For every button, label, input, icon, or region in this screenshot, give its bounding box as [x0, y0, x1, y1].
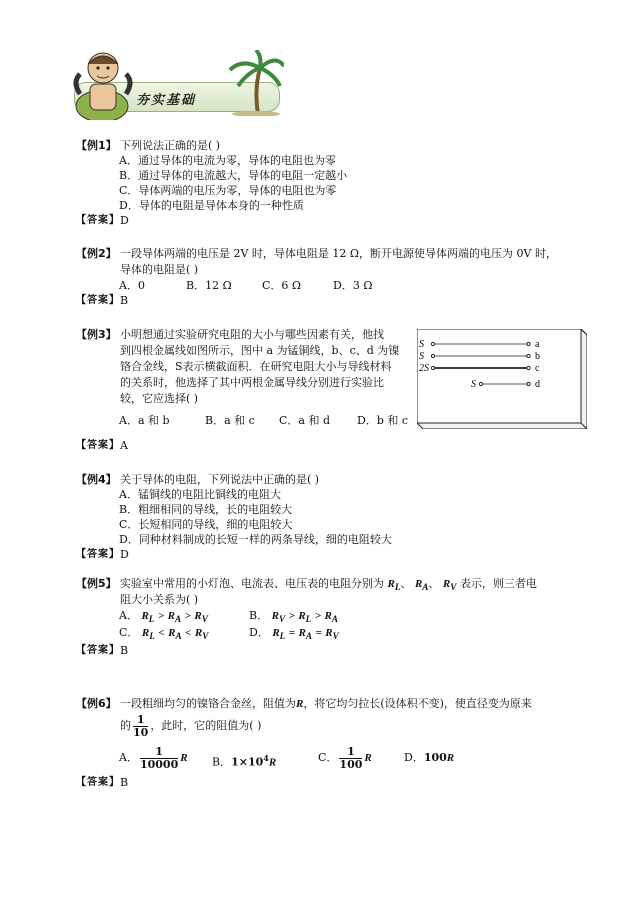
ex5-rel: > [157, 610, 165, 622]
ex6-fraction [133, 714, 148, 739]
ex3-line3: 铬合金线，S表示横截面积．在研究电阻大小与导线材料 [120, 360, 392, 373]
ex5-sym-r: R [324, 610, 332, 622]
ex5-line1 [120, 577, 537, 594]
ex3-tag: 【例3】 [76, 328, 117, 341]
ex5-sym-r: R [141, 627, 150, 639]
ex5-line1-end: 表示，则三者电 [459, 577, 537, 590]
ex1-option-b: B．通过导体的电流越大，导体的电阻一定越小 [119, 169, 348, 182]
ex6-option-b-label: B． [212, 755, 232, 769]
ex5-sym-r: R [167, 610, 176, 622]
ex5-rel: = [288, 627, 296, 639]
ex5-sym-r: R [194, 610, 202, 622]
ex5-sub-a: A [175, 614, 182, 625]
ex6-r-symbol: R [364, 752, 372, 764]
ex5-option-d-label: D． [249, 626, 269, 639]
ex6-answer: B [120, 776, 129, 789]
ex2-line1: 一段导体两端的电压是 2V 时，导体电阻是 12 Ω，断开电源使导体两端的电压为 0V 时， [120, 247, 557, 260]
ex3-option-b: B．a 和 c [205, 414, 255, 427]
ex6-fraction-num: 1 [133, 714, 148, 727]
ex5-sym-r: R [325, 627, 333, 639]
ex6-option-a [119, 745, 188, 771]
ex5-option-b [249, 609, 338, 626]
ex1-question: 下列说法正确的是( ) [120, 139, 221, 152]
ex5-sep: 、 [428, 577, 440, 590]
ex6-option-d [404, 745, 454, 771]
ex3-option-a: A．a 和 b [119, 414, 170, 427]
ex5-rel: < [185, 627, 192, 639]
ex5-option-c [119, 626, 208, 643]
ex3-line1: 小明想通过实验研究电阻的大小与哪些因素有关，他找 [120, 328, 384, 341]
mascot-illustration [68, 46, 138, 120]
ex6-option-b [212, 745, 276, 776]
ex6-answer-tag: 【答案】 [76, 777, 120, 788]
ex6-option-c-den: 100 [339, 757, 363, 771]
ex5-line2: 阻大小关系为( ) [120, 593, 199, 606]
ex5-sym-r: R [271, 610, 279, 622]
ex6-option-b-base: 1×10 [231, 755, 264, 769]
ex5-option-b-label: B． [249, 609, 269, 622]
ex3-line2: 到四根金属线如图所示，图中 a 为锰铜线，b、c、d 为镍 [120, 344, 400, 357]
ex6-line1 [120, 697, 532, 711]
ex5-sym-r: R [168, 627, 176, 639]
ex5-answer-tag: 【答案】 [76, 645, 120, 656]
ex5-sym-r: R [272, 627, 280, 639]
ex6-option-a-label: A． [119, 751, 138, 764]
ex5-sub-l: L [149, 631, 155, 642]
ex4-option-d: D．同种材料制成的长短一样的两条导线，细的电阻较大 [119, 533, 392, 546]
ex1-tag: 【例1】 [76, 139, 117, 152]
ex4-question: 关于导体的电阻，下列说法中正确的是( ) [120, 473, 320, 486]
ex5-sub-l: L [394, 582, 401, 593]
board-front [417, 329, 581, 423]
ex5-sub-v: V [332, 631, 339, 642]
ex5-sub-v: V [278, 614, 286, 625]
ex4-option-b: B．粗细相同的导线，长的电阻较大 [119, 503, 293, 516]
ex6-option-c-num: 1 [339, 746, 362, 759]
wire-c-area-label: 2S [419, 363, 429, 374]
ex6-option-c-label: C． [318, 751, 338, 764]
ex3-answer: A [120, 439, 128, 452]
ex2-option-a: A．0 [119, 279, 145, 292]
ex6-option-c [318, 745, 372, 771]
ex5-option-d [249, 626, 339, 643]
ex6-option-d-value: 100 [423, 751, 447, 764]
wire-a-area-label: S [419, 339, 424, 350]
ex5-rel: > [184, 610, 191, 622]
ex5-sub-a: A [175, 631, 182, 642]
wire-a-label: a [535, 339, 540, 350]
ex5-rel: < [158, 627, 165, 639]
ex5-sym-r: R [194, 627, 203, 639]
ex6-r-symbol: R [296, 698, 304, 710]
ex6-line2 [120, 713, 261, 739]
ex2-option-c: C．6 Ω [262, 279, 302, 292]
ex1-option-a: A．通过导体的电流为零，导体的电阻也为零 [119, 154, 336, 167]
ex1-option-d: D．导体的电阻是导体本身的一种性质 [119, 199, 304, 212]
ex6-fraction-den: 10 [133, 725, 149, 739]
ex5-sub-a: A [305, 631, 312, 642]
ex4-answer-tag: 【答案】 [76, 549, 120, 560]
ex2-answer-tag: 【答案】 [76, 295, 120, 306]
wire-d-area-label: S [471, 379, 476, 390]
ex1-option-c: C．导体两端的电压为零，导体的电阻也为零 [119, 184, 337, 197]
ex5-option-a [119, 609, 208, 626]
ex5-sub-v: V [201, 614, 208, 625]
wires-figure [417, 329, 587, 429]
ex2-option-b: B．12 Ω [186, 279, 232, 292]
ex5-option-c-label: C． [119, 626, 139, 639]
ex2-option-d: D．3 Ω [333, 279, 373, 292]
ex5-sub-l: L [148, 614, 155, 625]
ex5-rel: > [314, 610, 322, 622]
wire-d-label: d [535, 379, 540, 390]
ex6-r-symbol: R [180, 752, 188, 764]
ex5-sub-l: L [305, 614, 312, 625]
ex5-sym-r: R [141, 610, 149, 622]
ex5-option-a-label: A． [119, 609, 138, 622]
ex5-sep: 、 [400, 577, 412, 590]
ex2-tag: 【例2】 [76, 247, 117, 260]
ex5-rel: = [315, 627, 322, 639]
ex5-sub-a: A [422, 582, 429, 593]
ex5-rel: > [288, 610, 295, 622]
ex5-sym-r: R [387, 578, 395, 590]
wire-b-area-label: S [419, 351, 424, 362]
ex6-option-d-label: D． [404, 751, 424, 764]
ex5-sym-r: R [442, 578, 451, 590]
ex6-r-symbol: R [268, 756, 277, 769]
ex6-line1-start: 一段粗细均匀的镍铬合金丝，阻值为 [120, 697, 296, 710]
ex3-option-d: D．b 和 c [357, 414, 409, 427]
wire-c-label: c [535, 363, 540, 374]
ex4-tag: 【例4】 [76, 473, 117, 486]
ex5-sub-v: V [450, 582, 457, 593]
ex3-option-c: C．a 和 d [279, 414, 331, 427]
ex1-answer-tag: 【答案】 [76, 215, 120, 226]
ex6-line2-start: 的 [120, 719, 131, 732]
ex5-answer: B [120, 644, 129, 657]
ex6-option-a-fraction [140, 746, 178, 771]
ex3-line4: 的关系时，他选择了其中两根金属导线分别进行实验比 [120, 376, 384, 389]
ex2-line2: 导体的电阻是( ) [120, 263, 199, 276]
ex6-option-b-exp: 4 [263, 753, 269, 763]
ex3-answer-tag: 【答案】 [76, 440, 120, 451]
ex5-sub-v: V [202, 631, 209, 642]
ex5-line1-start: 实验室中常用的小灯泡、电流表、电压表的电阻分别为 [120, 577, 384, 590]
ex6-line2-end: ，此时，它的阻值为( ) [150, 719, 262, 732]
ex4-option-c: C．长短相同的导线，细的电阻较大 [119, 518, 293, 531]
section-banner [68, 46, 284, 122]
ex4-answer: D [120, 548, 129, 561]
ex6-option-c-fraction [339, 746, 362, 771]
ex3-line5: 较，它应选择( ) [120, 392, 199, 405]
ex4-option-a: A．锰铜线的电阻比铜线的电阻大 [119, 488, 281, 501]
ex5-sub-a: A [331, 614, 338, 625]
ex5-sym-r: R [298, 627, 306, 639]
ex6-tag: 【例6】 [76, 697, 117, 710]
ex5-tag: 【例5】 [76, 577, 117, 590]
ex6-option-a-num: 1 [140, 746, 178, 759]
ex6-line1-end: ，将它均匀拉长(设体积不变)，使直径变为原来 [303, 697, 532, 710]
banner-title: 夯实基础 [136, 93, 197, 108]
wire-b-label: b [535, 351, 540, 362]
ex5-sym-r: R [298, 610, 306, 622]
ex5-sym-r: R [414, 578, 423, 590]
ex2-answer: B [120, 294, 129, 307]
ex1-answer: D [120, 214, 129, 227]
palm-tree-illustration [228, 50, 284, 116]
ex6-r-symbol: R [446, 752, 455, 764]
ex6-option-a-den: 10000 [139, 757, 179, 771]
ex5-sub-l: L [279, 631, 286, 642]
